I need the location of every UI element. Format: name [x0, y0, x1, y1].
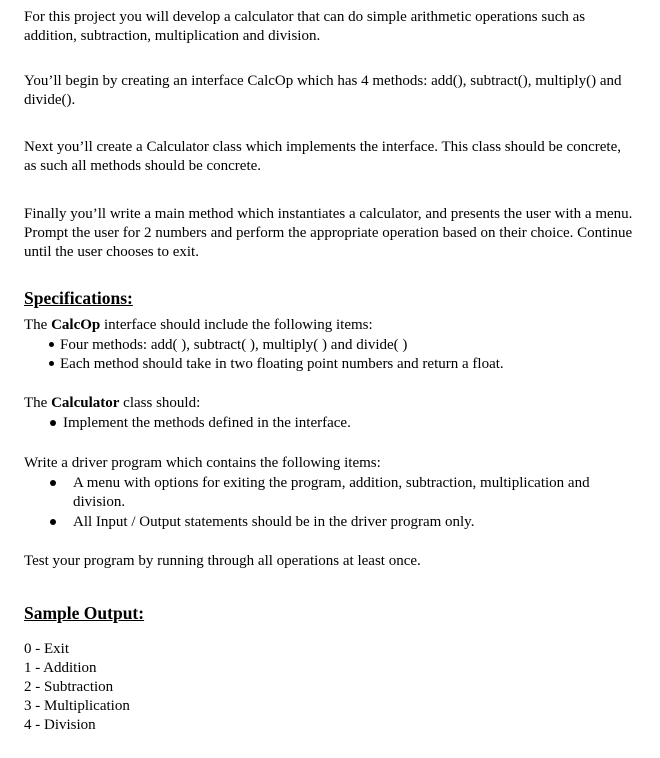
calcop-bullet-text: Each method should take in two floating point numbers and return a float. [60, 356, 504, 372]
sample-output-heading: Sample Output: [24, 603, 145, 623]
sample-menu-line: 0 - Exit [24, 641, 69, 657]
bullet-icon [50, 519, 56, 525]
sample-menu-line: 1 - Addition [24, 660, 97, 676]
bullet-icon [49, 361, 54, 366]
sample-menu-line: 4 - Division [24, 717, 96, 733]
driver-bullet-item [50, 474, 636, 512]
driver-intro-line: Write a driver program which contains the following items: [24, 455, 381, 471]
calculator-bullet-item [50, 414, 630, 433]
bullet-icon [49, 342, 54, 347]
calcop-prefix: The [24, 317, 52, 333]
calcop-intro-line [24, 316, 373, 335]
calcop-bullet-text: Four methods: add( ), subtract( ), multiply( ) and divide( ) [60, 337, 408, 353]
paragraph-calculator-class: Next you’ll create a Calculator class which implements the interface. This class should be concrete, as such all methods should be concrete. [24, 139, 622, 174]
driver-bullet-text: All Input / Output statements should be in the driver program only. [73, 514, 475, 530]
calculator-name: Calculator [51, 395, 120, 411]
paragraph-interface: You’ll begin by creating an interface CalcOp which has 4 methods: add(), subtract(), multiply() and divide(). [24, 73, 622, 108]
paragraph-project-overview: For this project you will develop a calculator that can do simple arithmetic operations such as addition, subtraction, multiplication and division. [24, 9, 586, 44]
bullet-icon [50, 480, 56, 486]
test-instruction-line: Test your program by running through all operations at least once. [24, 553, 421, 569]
specifications-heading: Specifications: [24, 288, 133, 308]
calculator-prefix: The [24, 395, 52, 411]
calculator-intro-line [24, 394, 200, 413]
paragraph-main-method: Finally you’ll write a main method which instantiates a calculator, and presents the user with a menu. Prompt the user for 2 numbers and perform the appropriate operation based on their choice. Continue until the user chooses to exit. [24, 206, 633, 260]
calculator-bullet-text: Implement the methods defined in the interface. [63, 415, 351, 431]
sample-menu-line: 2 - Subtraction [24, 679, 114, 695]
calcop-bullet-item [49, 336, 407, 355]
calculator-suffix: class should: [119, 395, 201, 411]
driver-bullet-item [50, 513, 636, 532]
bullet-icon [50, 420, 56, 426]
calcop-bullet-item [49, 355, 504, 374]
calcop-name: CalcOp [51, 317, 101, 333]
driver-bullet-text: A menu with options for exiting the program, addition, subtraction, multiplication and division. [73, 475, 590, 510]
calcop-suffix: interface should include the following items: [100, 317, 373, 333]
sample-menu-line: 3 - Multiplication [24, 698, 130, 714]
